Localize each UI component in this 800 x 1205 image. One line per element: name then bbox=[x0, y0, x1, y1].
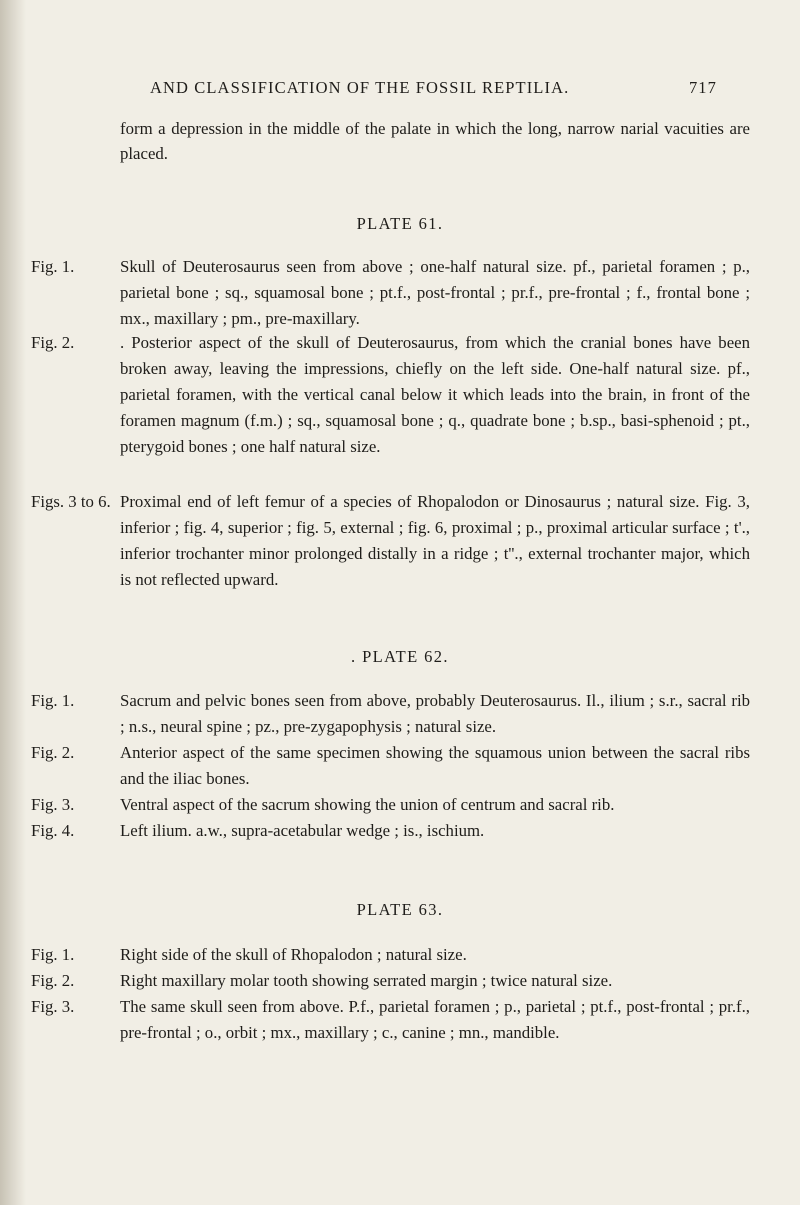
figure-caption: Skull of Deuterosaurus seen from above ; one-half natural size. pf., parietal foramen ; p., parietal bone ; sq., squamosal bone ; pt.f., post-frontal ; pr.f., pre-frontal ; f., frontal bone ; mx., maxillary ; pm., pre-maxillary. bbox=[120, 257, 750, 328]
figure-label: Fig. 2. bbox=[31, 743, 75, 762]
figure-label: Fig. 2. bbox=[31, 333, 75, 352]
figure-label: Fig. 1. bbox=[31, 257, 75, 276]
figure-caption: The same skull seen from above. P.f., parietal foramen ; p., parietal ; pt.f., post-frontal ; pr.f., pre-frontal ; o., orbit ; mx., maxillary ; c., canine ; mn., mandible. bbox=[120, 997, 750, 1042]
figure-label: Fig. 2. bbox=[31, 971, 75, 990]
figure-caption: Right side of the skull of Rhopalodon ; natural size. bbox=[120, 945, 467, 964]
intro-paragraph: form a depression in the middle of the palate in which the long, narrow narial vacuities are placed. bbox=[120, 119, 750, 163]
page-number: 717 bbox=[688, 78, 717, 97]
figure-label: Fig. 3. bbox=[31, 997, 75, 1016]
figure-caption: Ventral aspect of the sacrum showing the union of centrum and sacral rib. bbox=[120, 795, 615, 814]
plate-62-fig-2 bbox=[31, 740, 750, 792]
figure-caption: Sacrum and pelvic bones seen from above, probably Deuterosaurus. Il., ilium ; s.r., sacral rib ; n.s., neural spine ; pz., pre-zygapophysis ; natural size. bbox=[120, 691, 750, 736]
figure-label: Fig. 4. bbox=[31, 821, 75, 840]
plate-61-fig-1 bbox=[31, 254, 750, 332]
figure-caption: Anterior aspect of the same specimen showing the squamous union between the sacral ribs and the iliac bones. bbox=[120, 743, 750, 788]
figure-label: Figs. 3 to 6. bbox=[31, 492, 111, 511]
plate-63-fig-2 bbox=[31, 968, 750, 994]
plate-62-fig-4 bbox=[31, 818, 750, 844]
running-title: AND CLASSIFICATION OF THE FOSSIL REPTILIA. bbox=[150, 78, 570, 97]
figure-label: Fig. 3. bbox=[31, 795, 75, 814]
figure-caption: Right maxillary molar tooth showing serrated margin ; twice natural size. bbox=[120, 971, 613, 990]
plate-63-fig-1 bbox=[31, 942, 750, 968]
figure-label: Fig. 1. bbox=[31, 691, 75, 710]
plate-62-heading: . PLATE 62. bbox=[351, 647, 449, 666]
figure-caption: Proximal end of left femur of a species of Rhopalodon or Dinosaurus ; natural size. Fig. 3, inferior ; fig. 4, superior ; fig. 5, external ; fig. 6, proximal ; p., proximal articular surface ; t'., inferior trochanter minor prolonged distally in a ridge ; t''., external trochanter major, which is not reflected upward. bbox=[120, 492, 750, 589]
figure-caption: . Posterior aspect of the skull of Deuterosaurus, from which the cranial bones have been broken away, leaving the impressions, chiefly on the left side. One-half natural size. pf., parietal foramen, with the vertical canal below it which leads into the brain, in front of the foramen magnum (f.m.) ; sq., squamosal bone ; q., quadrate bone ; b.sp., basi-sphenoid ; pt., pterygoid bones ; one half natural size. bbox=[120, 333, 750, 456]
figure-caption: Left ilium. a.w., supra-acetabular wedge ; is., ischium. bbox=[120, 821, 485, 840]
plate-61-figs-3-6 bbox=[31, 489, 750, 593]
plate-61-heading: PLATE 61. bbox=[356, 214, 444, 233]
page-edge-shadow bbox=[0, 0, 26, 1205]
figure-label: Fig. 1. bbox=[31, 945, 75, 964]
plate-63-heading: PLATE 63. bbox=[356, 900, 444, 919]
plate-62-fig-3 bbox=[31, 792, 750, 818]
plate-62-fig-1 bbox=[31, 688, 750, 740]
plate-61-fig-2 bbox=[31, 330, 750, 460]
plate-63-fig-3 bbox=[31, 994, 750, 1046]
